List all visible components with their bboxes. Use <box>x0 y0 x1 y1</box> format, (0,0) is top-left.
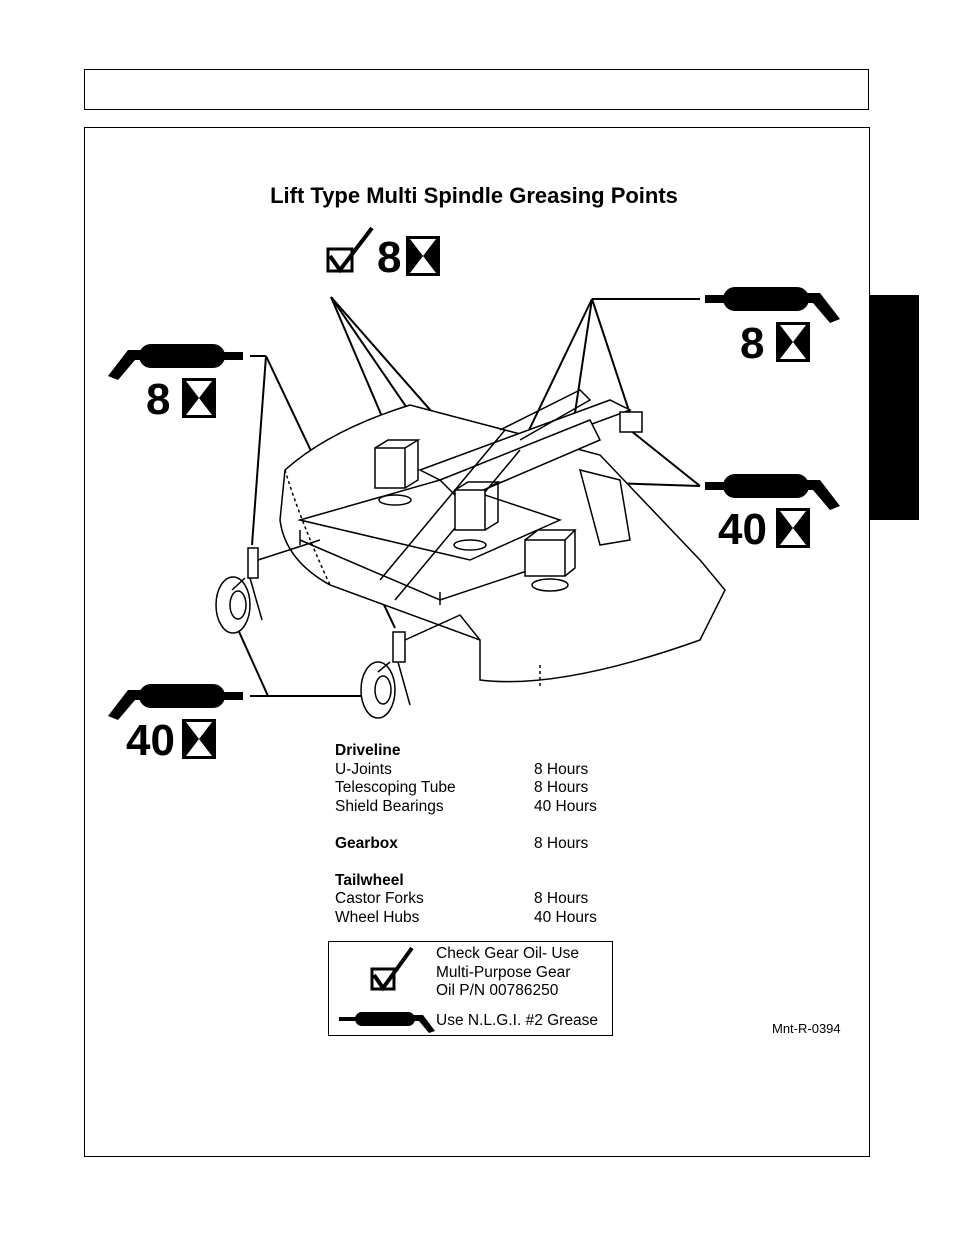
page-title: Lift Type Multi Spindle Greasing Points <box>270 183 678 208</box>
checkbox-check-icon <box>328 228 372 271</box>
top-right-callout <box>705 287 840 368</box>
gearbox-interval: 8 <box>377 233 402 282</box>
mid-right-interval: 40 <box>718 505 767 554</box>
mid-right-callout <box>705 474 840 554</box>
grease-gun-icon <box>339 1012 435 1033</box>
hourglass-icon <box>776 322 810 362</box>
grease-gun-icon <box>705 287 840 323</box>
figure-reference: Mnt-R-0394 <box>772 1021 841 1036</box>
driveline-heading: Driveline <box>335 742 401 759</box>
hourglass-icon <box>406 236 440 276</box>
gearbox-callout <box>328 228 440 282</box>
gearbox-heading: Gearbox <box>335 834 398 852</box>
hourglass-icon <box>182 719 216 759</box>
legend-box <box>328 941 613 1036</box>
lower-left-callout <box>108 684 243 765</box>
top-right-interval: 8 <box>740 319 765 368</box>
grease-note: Use N.L.G.I. #2 Grease <box>436 1012 598 1029</box>
gear-oil-note: Check Gear Oil- Use Multi-Purpose Gear Oil P/N 00786250 <box>436 945 579 999</box>
upper-left-callout <box>108 344 243 424</box>
mower-illustration <box>216 390 725 718</box>
legend-icons <box>329 942 439 1037</box>
checkbox-check-icon <box>372 948 412 989</box>
lower-left-interval: 40 <box>126 716 175 765</box>
grease-gun-icon <box>108 684 243 720</box>
hourglass-icon <box>182 378 216 418</box>
tailwheel-heading: Tailwheel <box>335 871 404 889</box>
hourglass-icon <box>776 508 810 548</box>
grease-gun-icon <box>108 344 243 380</box>
upper-left-interval: 8 <box>146 375 171 424</box>
